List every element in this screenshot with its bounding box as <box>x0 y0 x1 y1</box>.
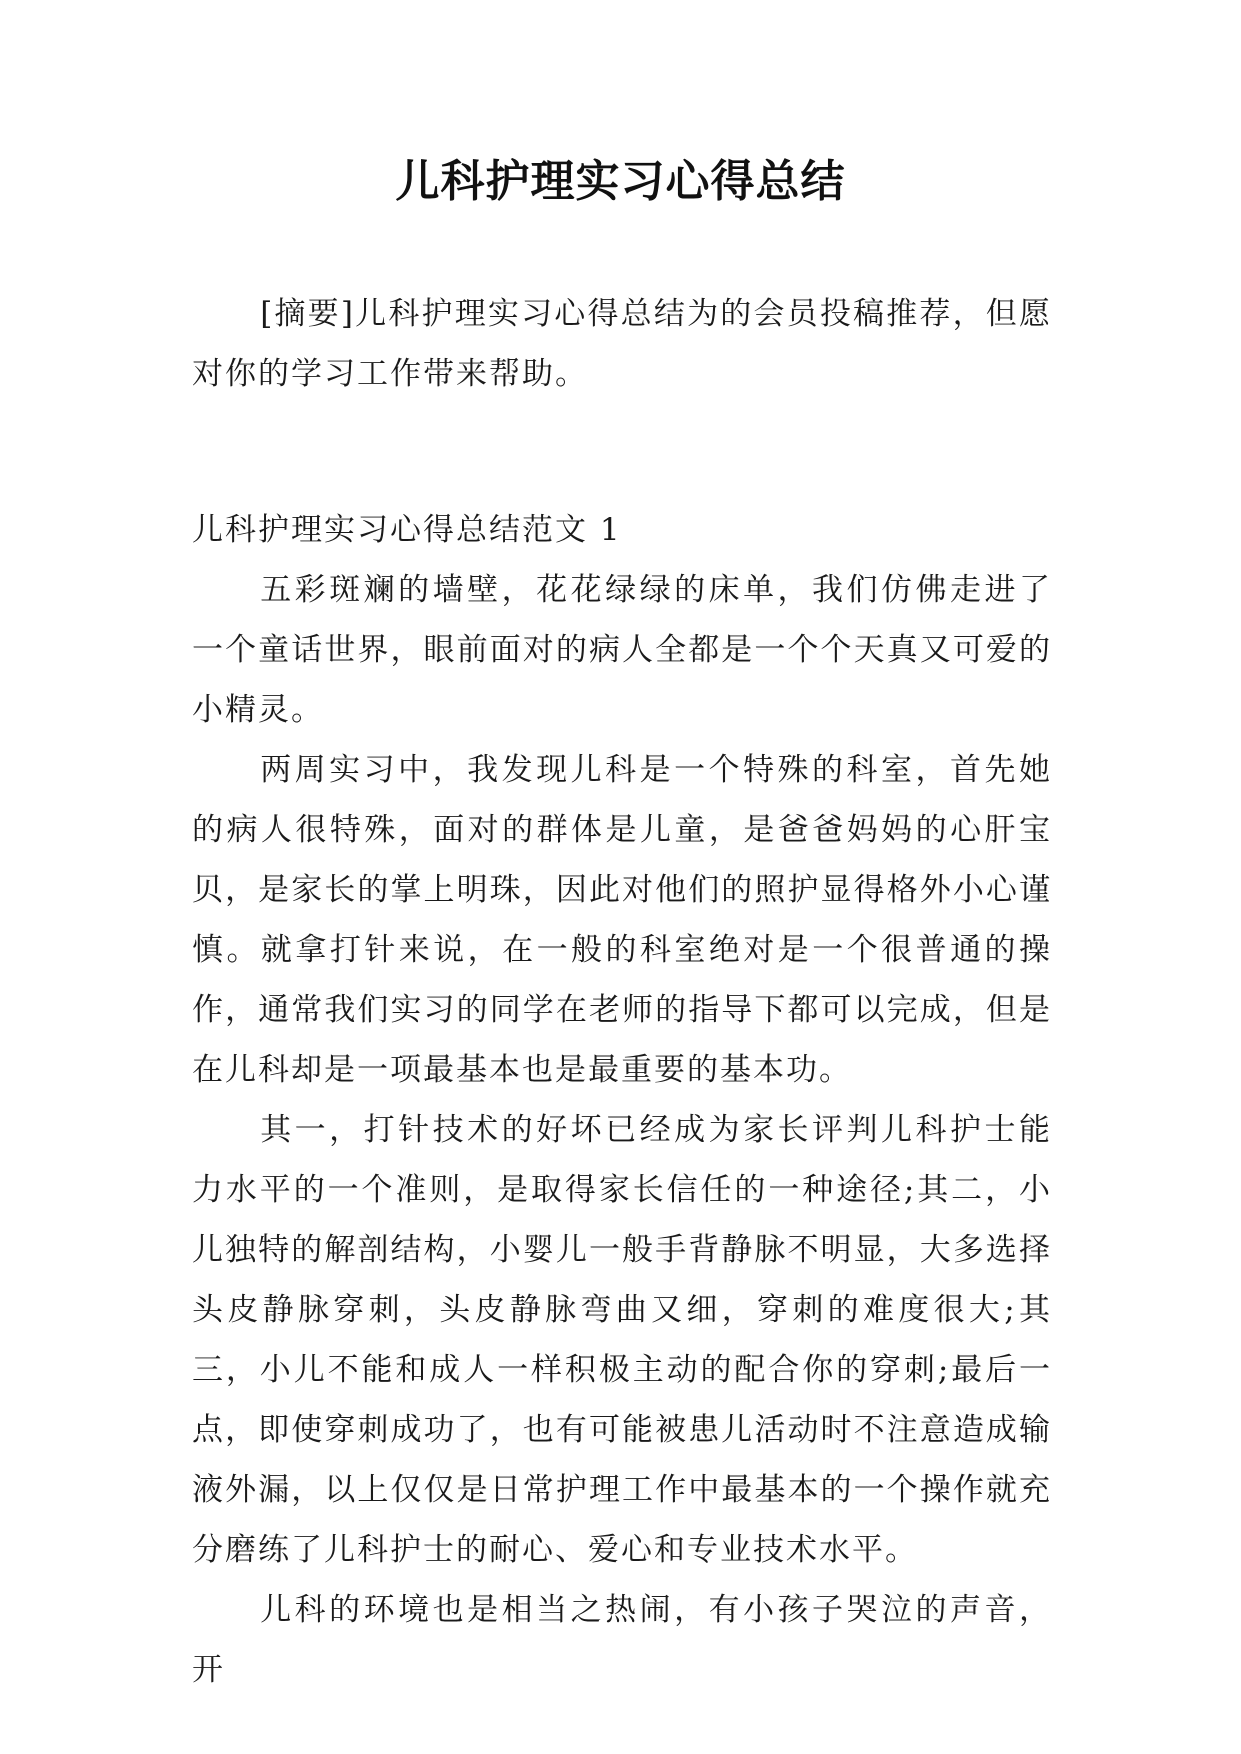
document-body <box>192 284 1052 1700</box>
body-paragraph-2: 两周实习中，我发现儿科是一个特殊的科室，首先她的病人很特殊，面对的群体是儿童，是爸爸妈妈的心肝宝贝，是家长的掌上明珠，因此对他们的照护显得格外小心谨慎。就拿打针来说，在一般的科室绝对是一个很普通的操作，通常我们实习的同学在老师的指导下都可以完成，但是在儿科却是一项最基本也是最重要的基本功。 <box>192 752 1052 1088</box>
document-title: 儿科护理实习心得总结 <box>395 156 846 207</box>
body-paragraph-3: 其一，打针技术的好坏已经成为家长评判儿科护士能力水平的一个准则，是取得家长信任的一种途径;其二，小儿独特的解剖结构，小婴儿一般手背静脉不明显，大多选择头皮静脉穿刺，头皮静脉弯曲又细，穿刺的难度很大;其三，小儿不能和成人一样积极主动的配合你的穿刺;最后一点，即使穿刺成功了，也有可能被患儿活动时不注意造成输液外漏，以上仅仅是日常护理工作中最基本的一个操作就充分磨练了儿科护士的耐心、爱心和专业技术水平。 <box>192 1112 1052 1568</box>
body-paragraph-4: 儿科的环境也是相当之热闹，有小孩子哭泣的声音，开 <box>192 1592 1052 1688</box>
section-heading: 儿科护理实习心得总结范文 1 <box>192 512 622 548</box>
body-paragraph-1: 五彩斑斓的墙壁，花花绿绿的床单，我们仿佛走进了一个童话世界，眼前面对的病人全都是一个个天真又可爱的小精灵。 <box>192 572 1052 728</box>
abstract-paragraph: [摘要]儿科护理实习心得总结为的会员投稿推荐，但愿对你的学习工作带来帮助。 <box>192 296 1052 392</box>
